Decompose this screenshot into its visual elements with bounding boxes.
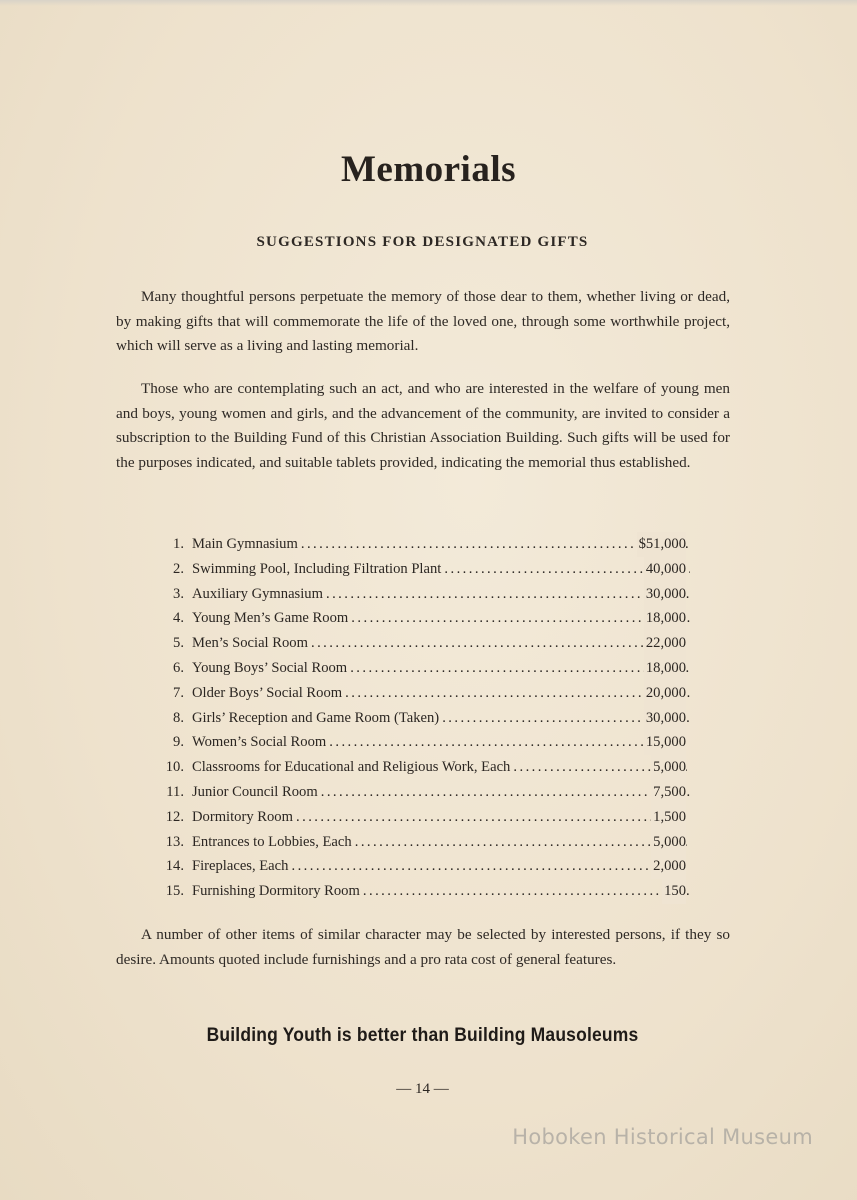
- list-item: [160, 582, 690, 607]
- item-amount: 30,000: [644, 706, 686, 731]
- item-amount: 22,000: [644, 631, 686, 656]
- museum-watermark: Hoboken Historical Museum: [512, 1125, 813, 1149]
- list-item: [160, 854, 690, 879]
- list-item: [160, 805, 690, 830]
- item-number: 4.: [173, 610, 184, 627]
- item-amount: 5,000: [651, 755, 686, 780]
- item-amount: 1,500: [651, 805, 686, 830]
- item-amount: 18,000: [644, 656, 686, 681]
- list-item: [160, 532, 690, 557]
- list-item: [160, 879, 690, 904]
- list-item: [160, 606, 690, 631]
- list-item: [160, 730, 690, 755]
- item-label: Fireplaces, Each . . .: [192, 858, 679, 874]
- item-number: 5.: [173, 635, 184, 652]
- item-amount: 7,500: [651, 780, 686, 805]
- slogan-heading: Building Youth is better than Building Mausoleums: [206, 1025, 639, 1046]
- item-amount: 2,000: [651, 854, 686, 879]
- item-number: 12.: [165, 808, 184, 825]
- intro-paragraph: Many thoughtful persons perpetuate the memory of those dear to them, whether living or dead, by making gifts that will commemorate the life of the loved one, through some worthwhile project, which will serve as a living and lasting memorial.: [116, 288, 730, 355]
- item-amount: 18,000: [644, 606, 686, 631]
- item-number: 1.: [173, 536, 184, 552]
- item-amount: 15,000: [644, 730, 686, 755]
- item-amount: 20,000: [644, 681, 686, 706]
- item-label: Young Boys’ Social Room . . .: [192, 660, 690, 676]
- item-label: Furnishing Dormitory Room . . .: [192, 883, 690, 899]
- list-item: [160, 681, 690, 706]
- item-number: 2.: [173, 560, 184, 577]
- item-number: 11.: [166, 783, 184, 800]
- item-number: 3.: [173, 585, 184, 602]
- invitation-paragraph: Those who are contemplating such an act, and who are interested in the welfare of young men and boys, young women and girls, and the advancement of the community, are invited to consider a subscription to the Building Fund of this Christian Association Building. Such gifts will be used for the purposes indicated, and suitable tablets provided, indicating the memorial thus established.: [116, 380, 730, 471]
- item-number: 10.: [165, 759, 184, 776]
- item-number: 6.: [173, 659, 184, 676]
- item-label: Young Men’s Game Room . . .: [192, 610, 690, 626]
- list-item: [160, 631, 690, 656]
- page-title: Memorials: [340, 149, 517, 190]
- item-number: 8.: [173, 709, 184, 726]
- item-label: Junior Council Room . . .: [192, 784, 690, 800]
- memorial-gift-list: [160, 532, 690, 904]
- item-label: Men’s Social Room . . .: [192, 635, 690, 651]
- item-amount: 30,000: [644, 582, 686, 607]
- item-number: 13.: [165, 833, 184, 850]
- item-label: Main Gymnasium . . .: [192, 536, 688, 552]
- list-item: [160, 557, 690, 582]
- item-amount: 150: [662, 879, 686, 904]
- item-number: 7.: [173, 684, 184, 701]
- item-label: Classrooms for Educational and Religious Work, Each . . .: [192, 759, 690, 775]
- page-subtitle: SUGGESTIONS FOR DESIGNATED GIFTS: [256, 234, 589, 250]
- item-label: Auxiliary Gymnasium . . .: [192, 586, 690, 602]
- item-amount: $51,000: [637, 532, 686, 557]
- item-label: Older Boys’ Social Room . . .: [192, 685, 690, 701]
- item-number: 15.: [165, 883, 184, 900]
- list-item: [160, 706, 690, 731]
- item-number: 9.: [173, 734, 184, 751]
- item-label: Entrances to Lobbies, Each . . .: [192, 834, 690, 850]
- closing-paragraph: A number of other items of similar character may be selected by interested persons, if they so desire. Amounts quoted include furnishings and a pro rata cost of general features.: [116, 926, 730, 968]
- item-amount: 5,000: [651, 830, 686, 855]
- list-item: [160, 656, 690, 681]
- page-number: — 14 —: [396, 1081, 449, 1097]
- page-top-edge: [0, 0, 857, 6]
- item-label: Girls’ Reception and Game Room (Taken) . . .: [192, 710, 690, 726]
- list-item: [160, 830, 690, 855]
- item-label: Swimming Pool, Including Filtration Plant . . .: [192, 561, 690, 577]
- item-label: Women’s Social Room . . .: [192, 734, 690, 750]
- item-label: Dormitory Room . . .: [192, 809, 683, 825]
- list-item: [160, 755, 690, 780]
- item-number: 14.: [165, 858, 184, 875]
- list-item: [160, 780, 690, 805]
- item-amount: 40,000: [644, 557, 686, 582]
